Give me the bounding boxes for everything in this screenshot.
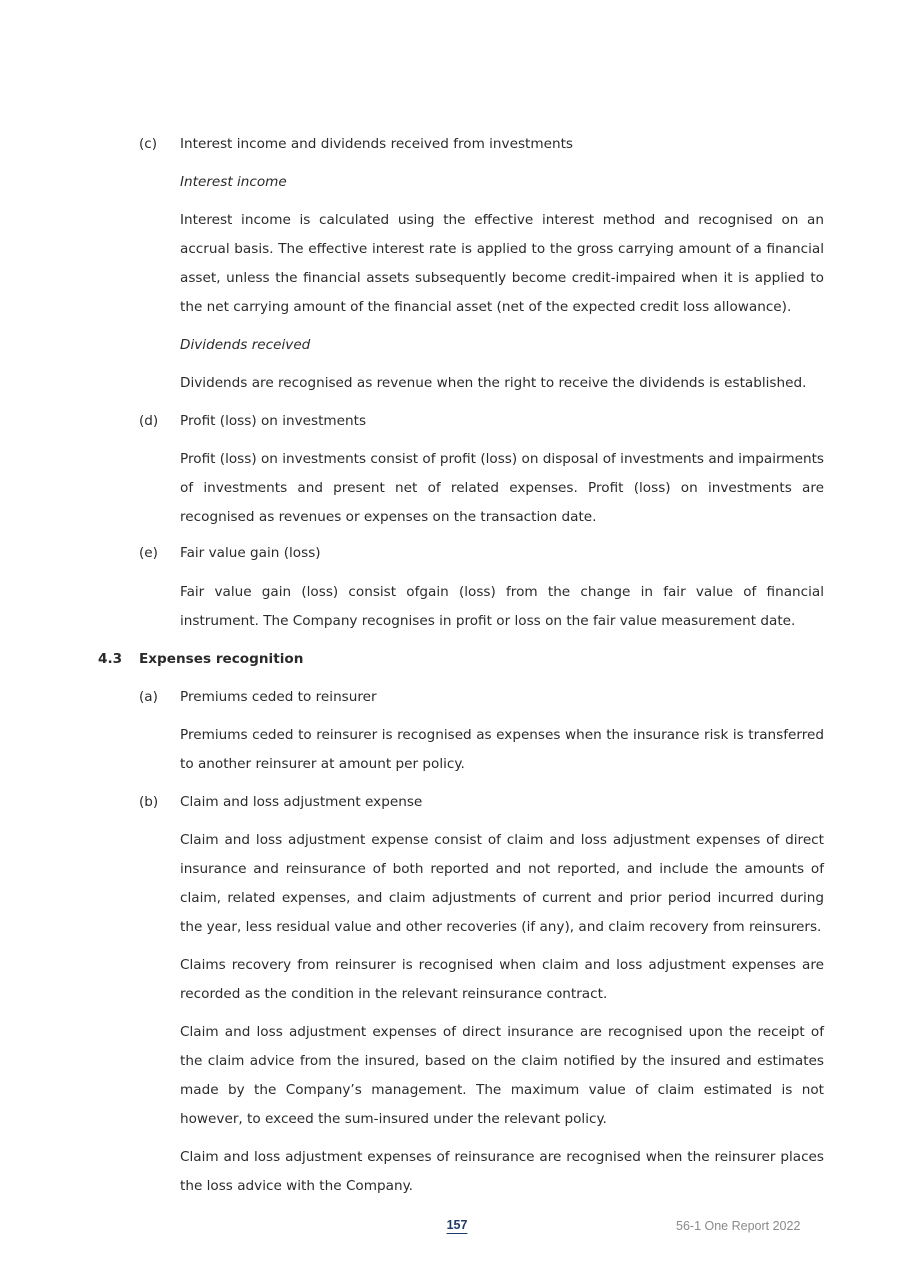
section-b-paragraph-2: Claims recovery from reinsurer is recognised when claim and loss adjustment expenses are recorded as the condition in the relevant reinsurance contract. xyxy=(180,957,824,1002)
section-c-label: (c) xyxy=(139,136,158,152)
section-c-paragraph-dividends: Dividends are recognised as revenue when the right to receive the dividends is established. xyxy=(180,375,807,391)
section-4-3-title: Expenses recognition xyxy=(139,651,304,667)
section-b-paragraph-3: Claim and loss adjustment expenses of direct insurance are recognised upon the receipt of the claim advice from the insured, based on the claim notified by the insured and estimates made by the Company’s management. The maximum value of claim estimated is not however, to exceed the sum-insured under the relevant policy. xyxy=(180,1024,824,1127)
section-b-label: (b) xyxy=(139,794,159,810)
section-e-heading: Fair value gain (loss) xyxy=(180,545,321,561)
section-d-label: (d) xyxy=(139,413,159,429)
section-e-paragraph: Fair value gain (loss) consist ofgain (loss) from the change in fair value of financial instrument. The Company recognises in profit or loss on the fair value measurement date. xyxy=(180,584,824,629)
section-e-label: (e) xyxy=(139,545,158,561)
section-b-paragraph-1: Claim and loss adjustment expense consist of claim and loss adjustment expenses of direct insurance and reinsurance of both reported and not reported, and include the amounts of claim, related expenses, and claim adjustments of current and prior period incurred during the year, less residual value and other recoveries (if any), and claim recovery from reinsurers. xyxy=(180,832,824,935)
section-c-paragraph-interest: Interest income is calculated using the effective interest method and recognised on an accrual basis. The effective interest rate is applied to the gross carrying amount of a financial asset, unless the financial assets subsequently become credit-impaired when it is applied to the net carrying amount of the financial asset (net of the expected credit loss allowance). xyxy=(180,212,824,315)
section-d-heading: Profit (loss) on investments xyxy=(180,413,367,429)
section-d-paragraph: Profit (loss) on investments consist of profit (loss) on disposal of investments and impairments of investments and present net of related expenses. Profit (loss) on investments are recognised as revenues or expenses on the transaction date. xyxy=(180,451,824,525)
section-4-3-number: 4.3 xyxy=(98,651,123,667)
section-a-label: (a) xyxy=(139,689,158,705)
section-a-heading: Premiums ceded to reinsurer xyxy=(180,689,377,705)
report-name: 56-1 One Report 2022 xyxy=(676,1219,801,1233)
section-b-paragraph-4: Claim and loss adjustment expenses of reinsurance are recognised when the reinsurer places the loss advice with the Company. xyxy=(180,1149,824,1194)
section-c-subheading-dividends: Dividends received xyxy=(180,337,311,353)
section-a-paragraph: Premiums ceded to reinsurer is recognised as expenses when the insurance risk is transferred to another reinsurer at amount per policy. xyxy=(180,727,824,772)
section-c-heading: Interest income and dividends received from investments xyxy=(180,136,574,152)
section-b-heading: Claim and loss adjustment expense xyxy=(180,794,423,810)
page-number: 157 xyxy=(446,1218,468,1232)
section-c-subheading-interest: Interest income xyxy=(180,174,287,190)
